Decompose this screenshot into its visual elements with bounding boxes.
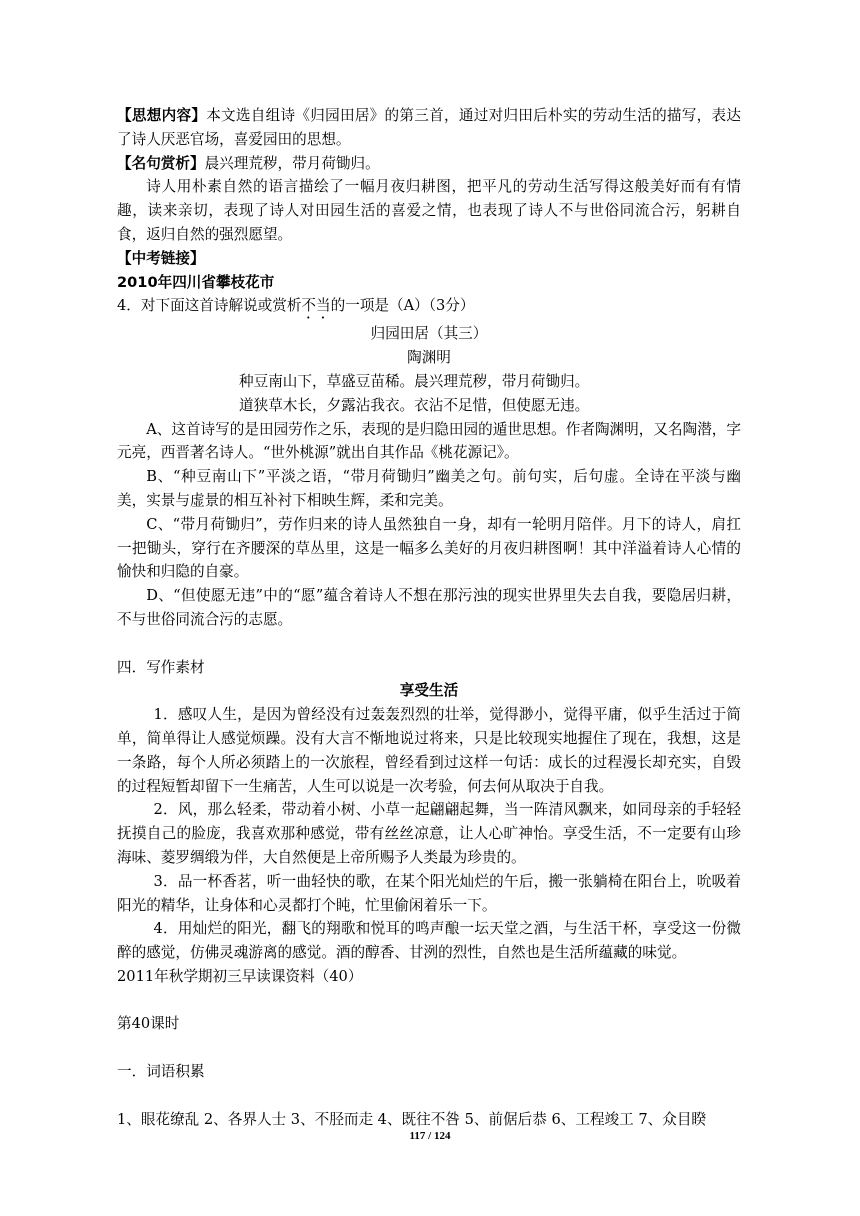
question-line — [117, 294, 741, 322]
vocab-line: 1、眼花缭乱 2、各界人士 3、不胫而走 4、既往不咎 5、前倨后恭 6、工程竣工 7、众目睽 — [117, 1110, 707, 1128]
famous-line: 晨兴理荒秽，带月荷锄归。 — [204, 154, 380, 172]
famous-line-paragraph — [117, 152, 741, 176]
option-c: C、“带月荷锄归”，劳作归来的诗人虽然独自一身，却有一轮明月陪伴。月下的诗人，肩扛一把锄头，穿行在齐腰深的草丛里，这是一幅多么美好的月夜归耕图啊！其中洋溢着诗人心情的愉快和归隐的自豪。 — [117, 515, 741, 581]
essay-title: 享受生活 — [399, 682, 459, 700]
essay-paragraph-2: 2．风，那么轻柔，带动着小树、小草一起翩翩起舞，当一阵清风飘来，如同母亲的手轻轻抚摸自己的脸庞，我喜欢那种感觉，带有丝丝凉意，让人心旷神怡。享受生活，不一定要有山珍海味、菱罗绸缎为伴，大自然便是上帝所赐予人类最为珍贵的。 — [117, 801, 741, 866]
poem-line-1: 种豆南山下，草盛豆苗稀。晨兴理荒秽，带月荷锄归。 — [239, 372, 590, 390]
spacer — [117, 1036, 741, 1060]
section-4-heading: 四．写作素材 — [117, 658, 205, 676]
option-d: D、“但使愿无违”中的“愿”蕴含着诗人不想在那污浊的现实世界里失去自我，要隐居归耕，不与世俗同流合污的志愿。 — [117, 587, 741, 628]
spacer — [117, 989, 741, 1013]
section-1-heading: 一．词语积累 — [117, 1063, 205, 1081]
appreciation-paragraph: 诗人用朴素自然的语言描绘了一幅月夜归耕图，把平凡的劳动生活写得这般美好而有有情趣，读来亲切，表现了诗人对田园生活的喜爱之情，也表现了诗人不与世俗同流合污，躬耕自食，返归自然的强烈愿望。 — [117, 178, 741, 243]
poem-title: 归园田居（其三） — [370, 325, 488, 343]
page-number: 117 / 124 — [409, 1130, 451, 1142]
material-title: 2011年秋学期初三早读课资料（40） — [117, 967, 363, 985]
theme-paragraph — [117, 104, 741, 152]
document-body — [117, 104, 741, 1131]
essay-paragraph-4: 4．用灿烂的阳光，翻飞的翔歌和悦耳的鸣声酿一坛天堂之酒，与生活干杯，享受这一份微醉的感觉，仿佛灵魂游离的感觉。酒的醇香、甘洌的烈性，自然也是生活所蕴藏的味觉。 — [117, 920, 741, 962]
exam-heading: 【中考链接】 — [117, 249, 205, 267]
question-suffix: 的一项是（A）（3分） — [330, 297, 475, 315]
lesson-label: 第40课时 — [117, 1015, 180, 1033]
spacer — [117, 1084, 741, 1108]
spacer — [117, 632, 741, 656]
famous-heading: 【名句赏析】 — [117, 154, 205, 172]
essay-paragraph-1: 1．感叹人生，是因为曾经没有过轰轰烈烈的壮举，觉得渺小，觉得平庸，似乎生活过于简单，简单得让人感觉烦躁。没有大言不惭地说过将来，只是比较现实地握住了现在，我想，这是一条路，每个人所必须踏上的一次旅程，曾经看到过这样一句话：成长的过程漫长却充实，自毁的过程短暂却留下一生痛苦，人生可以说是一次考验，何去何从取决于自我。 — [117, 706, 741, 795]
option-b: B、“种豆南山下”平淡之语，“带月荷锄归”幽美之句。前句实，后句虚。全诗在平淡与幽美，实景与虚景的相互补衬下相映生辉，柔和完美。 — [117, 468, 741, 509]
question-prefix: 4．对下面这首诗解说或赏析 — [117, 297, 302, 315]
poem-author: 陶渊明 — [407, 349, 451, 367]
theme-text: 本文选自组诗《归园田居》的第三首，通过对归田后朴实的劳动生活的描写，表达了诗人厌恶官场，喜爱园田的思想。 — [117, 107, 741, 148]
exam-source: 2010年四川省攀枝花市 — [117, 273, 275, 291]
essay-paragraph-3: 3．品一杯香茗，听一曲轻快的歌，在某个阳光灿烂的午后，搬一张躺椅在阳台上，吮吸着阳光的精华，让身体和心灵都打个盹，忙里偷闲着乐一下。 — [117, 872, 741, 914]
poem-line-2: 道狭草木长，夕露沾我衣。衣沾不足惜，但使愿无违。 — [239, 396, 590, 414]
question-emphasis: 不当 — [301, 297, 331, 315]
option-a: A、这首诗写的是田园劳作之乐，表现的是归隐田园的遁世思想。作者陶渊明，又名陶潜，字元亮，西晋著名诗人。“世外桃源”就出自其作品《桃花源记》。 — [117, 420, 741, 462]
theme-heading: 【思想内容】 — [117, 107, 207, 124]
